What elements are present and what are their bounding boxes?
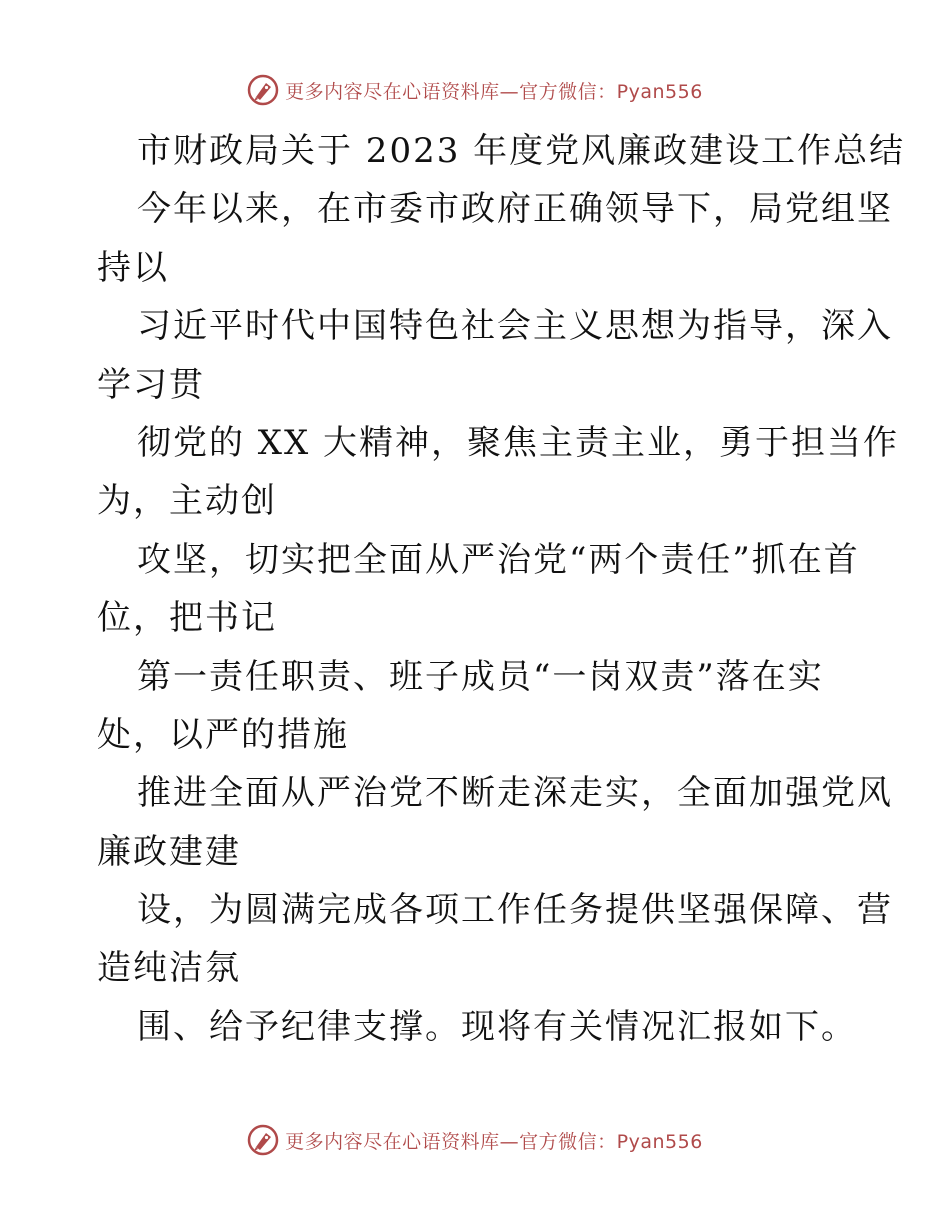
watermark-text: 更多内容尽在心语资料库—官方微信：Pyan556 bbox=[285, 80, 703, 103]
watermark-text: 更多内容尽在心语资料库—官方微信：Pyan556 bbox=[285, 1130, 703, 1153]
header-watermark-banner bbox=[0, 70, 950, 110]
text-line: 学习贯 bbox=[97, 364, 205, 405]
text-line: 彻党的 XX 大精神，聚焦主责主业，勇于担当作 bbox=[137, 422, 900, 463]
text-line: 持以 bbox=[97, 247, 169, 288]
text-line: 围、给予纪律支撑。现将有关情况汇报如下。 bbox=[137, 1006, 857, 1047]
pen-nib-logo-icon bbox=[247, 1124, 279, 1156]
text-line: 为，主动创 bbox=[97, 481, 277, 522]
text-line: 位，把书记 bbox=[97, 598, 277, 639]
text-line: 设，为圆满完成各项工作任务提供坚强保障、营 bbox=[137, 890, 893, 931]
text-line: 习近平时代中国特色社会主义思想为指导，深入 bbox=[137, 306, 893, 347]
text-line: 推进全面从严治党不断走深走实，全面加强党风 bbox=[137, 773, 893, 814]
text-line: 今年以来，在市委市政府正确领导下，局党组坚 bbox=[137, 189, 893, 230]
pen-nib-logo-icon bbox=[247, 74, 279, 106]
text-line: 市财政局关于 2023 年度党风廉政建设工作总结 bbox=[137, 131, 906, 171]
document-body bbox=[97, 122, 906, 1056]
text-line: 造纯洁氛 bbox=[97, 948, 241, 989]
text-line: 处，以严的措施 bbox=[97, 714, 349, 755]
text-line: 廉政建建 bbox=[97, 831, 241, 872]
text-line: 第一责任职责、班子成员“一岗双责”落在实 bbox=[137, 656, 824, 697]
text-line: 攻坚，切实把全面从严治党“两个责任”抓在首 bbox=[137, 539, 860, 580]
footer-watermark-banner bbox=[0, 1120, 950, 1160]
